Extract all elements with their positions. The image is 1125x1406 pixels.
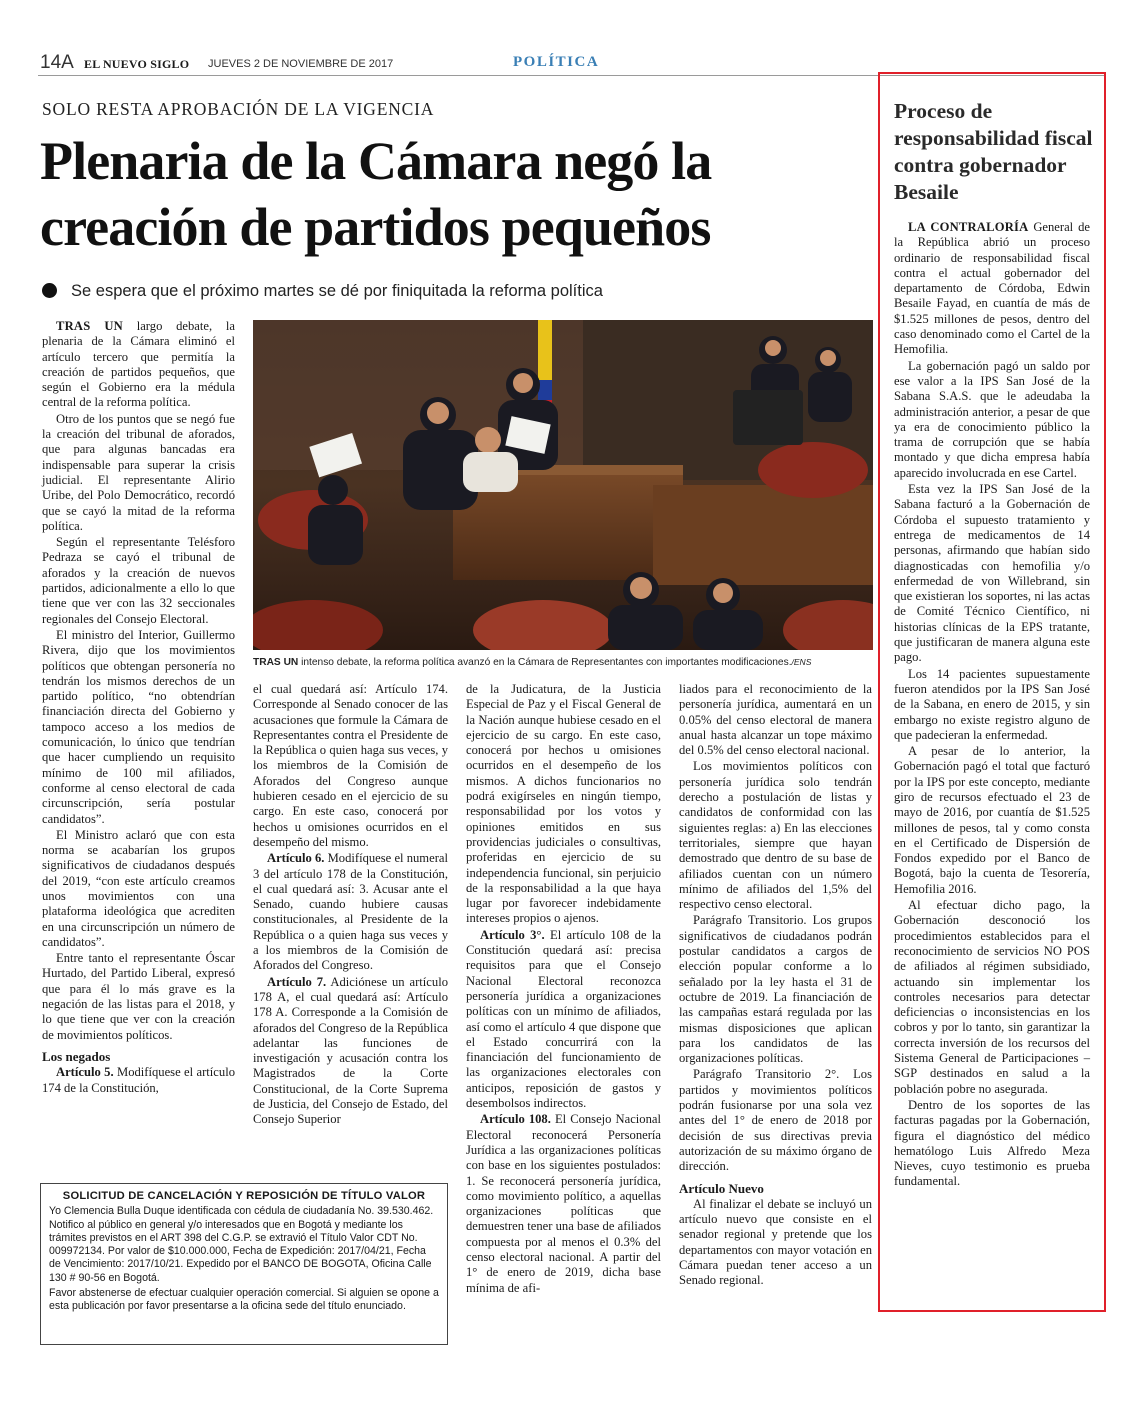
paragraph: Modifíquese el numeral 3 del artículo 178 de la Constitución, el cual quedará así: 3. Acusar ante el Senado, cuando hubiere causas constitucionales, al Presidente de la República o a quien haga sus veces y a los miembros de la Comisión de Aforados del Congreso. (253, 851, 448, 973)
paragraph: General de la República abrió un proceso ordinario de responsabilidad fiscal contra el actual gobernador del departamento de Córdoba, Edwin Besaile Fayad, en cuantía de más de $1.525 millones de pesos, dentro del caso denominado como el Cartel de la Hemofilia. (894, 220, 1090, 357)
caption-text: intenso debate, la reforma política avanzó en la Cámara de Representantes con importantes modificaciones. (298, 657, 792, 668)
paragraph: Parágrafo Transitorio 2°. Los partidos y movimientos políticos podrán fusionarse por una sola vez antes del 1° de enero de 2018 por decisión de sus directivas previa autorización de su máximo órgano de dirección. (679, 1067, 872, 1174)
article-subhead (42, 282, 603, 301)
article-column-4 (679, 682, 872, 1290)
notice-paragraph: Favor abstenerse de efectuar cualquier operación comercial. Si alguien se opone a esta publicación por favor presentarse a la oficina sede del título enunciado. (49, 1287, 439, 1313)
chamber-photo (253, 320, 873, 650)
page-number: 14A (40, 52, 74, 73)
paragraph: Otro de los puntos que se negó fue la creación del tribunal de aforados, que para algunas bancadas era indispensable para superar la crisis judicial. El representante Alirio Uribe, del Polo Democrático, recordó que se cayó la mitad de la reforma política. (42, 411, 235, 533)
lead-in: LA CONTRALORÍA (908, 220, 1029, 234)
lead-in: TRAS UN (56, 319, 123, 333)
paragraph: El Ministro aclaró que con esta norma se acabarían los grupos significativos de ciudadanos después del 2019, “con este artículo creamos unos movimientos con una plataforma ideológica que acrediten en una circunscripción un número de candidatos”. (42, 827, 235, 949)
sidebar-story (878, 72, 1106, 1312)
paragraph: Los movimientos políticos con personería jurídica solo tendrán derecho a postulación de listas y candidatos de conformidad con las siguientes reglas: a) En las elecciones territoriales, siempre que hayan demostrado que dentro de su base de afiliados cuentan con un número mínimo de afiliados del 1,5% del respectivo censo electoral. (679, 759, 872, 912)
article-ref: Artículo 108. (480, 1112, 551, 1127)
subhead-text: Se espera que el próximo martes se dé por finiquitada la reforma política (71, 282, 603, 300)
paragraph: Según el representante Telésforo Pedraza se cayó el tribunal de aforados y la creación de nuevos partidos, adicionalmente a ello lo que tiene que ver con las 32 seccionales regionales del Consejo Electoral. (42, 535, 235, 626)
article-headline: Plenaria de la Cámara negó la creación de partidos pequeños (40, 131, 712, 257)
article-column-1 (42, 319, 235, 1097)
paragraph: Al efectuar dicho pago, la Gobernación desconoció los procedimientos establecidos para el reconocimiento de servicios NO POS de afiliados al régimen subsidiado, actuando sin implementar los controles necesarios para detectar deficiencias o inconsistencias en los cobros y por lo tanto, sin garantizar la correcta inversión de los recursos del Sistema General de Participaciones – SGP destinados en salud a la población pobre no asegurada. (894, 898, 1090, 1096)
section-subtitle: Los negados (42, 1048, 111, 1064)
paragraph: Entre tanto el representante Óscar Hurtado, del Partido Liberal, expresó que para él lo más grave es la negación de las listas para el 2018, y lo que tiene que ver con la creación de movimientos políticos. (42, 951, 235, 1042)
paragraph: El artículo 108 de la Constitución quedará así: precisa requisitos para que el Consejo Nacional Electoral reconozca personería jurídica a organizaciones políticas con un mínimo de afiliados, así como el artículo 4 que dispone que el Estado concurrirá con la financiación del funcionamiento de las organizaciones electorales con anticipos, reposición de gastos y desembolsos indirectos. (466, 927, 661, 1111)
photo-illustration (253, 320, 873, 650)
article-ref: Artículo 7. (267, 974, 327, 989)
paragraph: Modifíquese el artículo 174 de la Constitución, (42, 1065, 235, 1095)
paragraph: La gobernación pagó un saldo por ese valor a la IPS San José de la Sabana S.A.S. que le adeudaba la administración anterior, a pesar de que ya era de conocimiento público la trama de corrupción que se había montado y que dicha empresa había aparecido involucrada en ese Cartel. (894, 358, 1090, 480)
sidebar-body (894, 220, 1090, 1191)
legal-notice (40, 1183, 448, 1345)
notice-paragraph: Yo Clemencia Bulla Duque identificada con cédula de ciudadanía No. 39.530.462. Notifico al público en general y/o interesados que en Bogotá y mediante los trámites previstos en el ART 398 del C.G.P. se extravió el Título Valor CDT No. 009972134. Por valor de $10.000.000, Fecha de Expedición: 2017/04/21, Fecha de Vencimiento: 2017/10/21. Expedido por el BANCO DE BOGOTA, Oficina Calle 130 # 90-56 en Bogotá. (49, 1205, 434, 1284)
article-kicker: SOLO RESTA APROBACIÓN DE LA VIGENCIA (42, 99, 435, 119)
notice-title: SOLICITUD DE CANCELACIÓN Y REPOSICIÓN DE TÍTULO VALOR (62, 1190, 426, 1202)
paragraph: Adiciónese un artículo 178 A, el cual quedará así: Artículo 178 A. Corresponde a la Comisión de aforados del Congreso de la República adelantar las funciones de investigación y acusación contra los Magistrados de la Corte Constitucional, de la Corte Suprema de Justicia, del Consejo de Estado, del Consejo Superior (253, 974, 448, 1127)
section-label: POLÍTICA (513, 54, 600, 70)
paragraph: Parágrafo Transitorio. Los grupos significativos de ciudadanos podrán postular candidatos a cargos de elección popular conforme a lo señalado por la ley hasta el 31 de octubre de 2019. La financiación de las campañas estará regulada por las mismas disposiciones que aplican para los candidatos de las organizaciones políticas. (679, 913, 872, 1066)
dateline: JUEVES 2 DE NOVIEMBRE DE 2017 (208, 58, 394, 70)
article-column-2 (253, 682, 448, 1129)
paragraph: el cual quedará así: Artículo 174. Corresponde al Senado conocer de las acusaciones que formule la Cámara de Representantes contra el Presidente de la República o quien haga sus veces, y los miembros de la Comisión de Aforados del Congreso aunque hubieren cesado en el ejercicio de su cargo. En este caso, conocerá por hechos u omisiones ocurridos en el desempeño del mismo. (253, 682, 448, 849)
paragraph: El ministro del Interior, Guillermo Rivera, dijo que los movimientos políticos que obtengan personería no tendrán los mismos derechos de un partido político, “no obtendrían financiación directa del Gobierno y tampoco acceso a los medios de comunicación, lo único que tendrían que hacer cumpliendo un requisito mínimo de 100 mil afiliados, conforme al censo electoral de cada circunscripción, sería postular candidatos”. (42, 627, 235, 826)
caption-lead: TRAS UN (253, 657, 299, 668)
paragraph: largo debate, la plenaria de la Cámara eliminó el artículo tercero que permitía la creación de partidos pequeños, que según el Gobierno era la médula central de la reforma política. (42, 319, 235, 410)
masthead: EL NUEVO SIGLO (84, 57, 190, 71)
paragraph: de la Judicatura, de la Justicia Especial de Paz y el Fiscal General de la Nación aunque hubiese cesado en el ejercicio de su cargo. En este caso, conocerá por hechos u omisiones ocurridos en el desempeño de los mismos. A dichos funcionarios no podrá exigírseles en ningún tiempo, responsabilidad por los votos y opiniones emitidos en sus providencias judiciales o consultivas, proferidas en ejercicio de su independencia funcional, sin perjuicio de la responsabilidad a la que haya lugar por favorecer indebidamente intereses propios o ajenos. (466, 682, 661, 926)
article-ref: Artículo 6. (267, 851, 325, 866)
bullet-icon (42, 283, 57, 298)
sidebar-title: Proceso de responsabilidad fiscal contra gobernador Besaile (894, 99, 1093, 204)
paragraph: El Consejo Nacional Electoral reconocerá Personería Jurídica a las organizaciones políticas con base en los siguientes postulados: 1. Se reconocerá personería jurídica, como movimiento político, a aquellas organizaciones políticas que demuestren tener una base de afiliados compuesta por al menos el 0.3% del censo electoral nacional. A partir del 1° de enero de 2019, dicha base mínima de afi- (466, 1112, 661, 1295)
article-column-3 (466, 682, 661, 1297)
article-ref: Artículo 3°. (480, 927, 545, 942)
article-ref: Artículo 5. (56, 1065, 114, 1080)
paragraph: liados para el reconocimiento de la personería jurídica, aumentará en un 0.05% del censo electoral de manera anual hasta alcanzar un tope máximo del 0.5% del censo electoral nacional. (679, 682, 872, 758)
photo-credit: /ENS (791, 657, 812, 667)
paragraph: Esta vez la IPS San José de la Sabana facturó a la Gobernación de Córdoba el supuesto tratamiento y entrega de medicamentos de 14 personas, afirmando que habían sido diagnosticadas con hemofilia y/o enfermedad de von Willebrand, sin que existieran los soportes, ni las actas de Comité Técnico Científico, ni historias clínicas de la EPS tratante, que justificaran de manera alguna este pago. (894, 482, 1090, 665)
section-subtitle: Artículo Nuevo (679, 1180, 764, 1196)
paragraph: Dentro de los soportes de las facturas pagadas por la Gobernación, figura el diagnóstico del médico hematólogo Luis Alfredo Meza Nieves, cuyo testimonio es prueba fundamental. (894, 1097, 1090, 1189)
paragraph: A pesar de lo anterior, la Gobernación pagó el total que facturó por la IPS por este concepto, mediante giro de recursos efectuado el 23 de mayo de 2016, por cuantía de $1.525 millones de pesos, tal y como consta en el Certificado de Dispersión de Fondos expedido por el Banco de Bogotá, bajo la cuenta de Tesorería, Hemofilia 2016. (894, 744, 1090, 896)
paragraph: Los 14 pacientes supuestamente fueron atendidos por la IPS San José de la Sabana, en enero de 2015, y sin embargo no existe registro alguno de que padecieran la enfermedad. (894, 666, 1090, 742)
photo-caption (253, 657, 873, 668)
paragraph: Al finalizar el debate se incluyó un artículo nuevo que consiste en el senador regional y pretende que los departamentos con mayor votación en Cámara puedan tener acceso a un Senado regional. (679, 1196, 872, 1288)
